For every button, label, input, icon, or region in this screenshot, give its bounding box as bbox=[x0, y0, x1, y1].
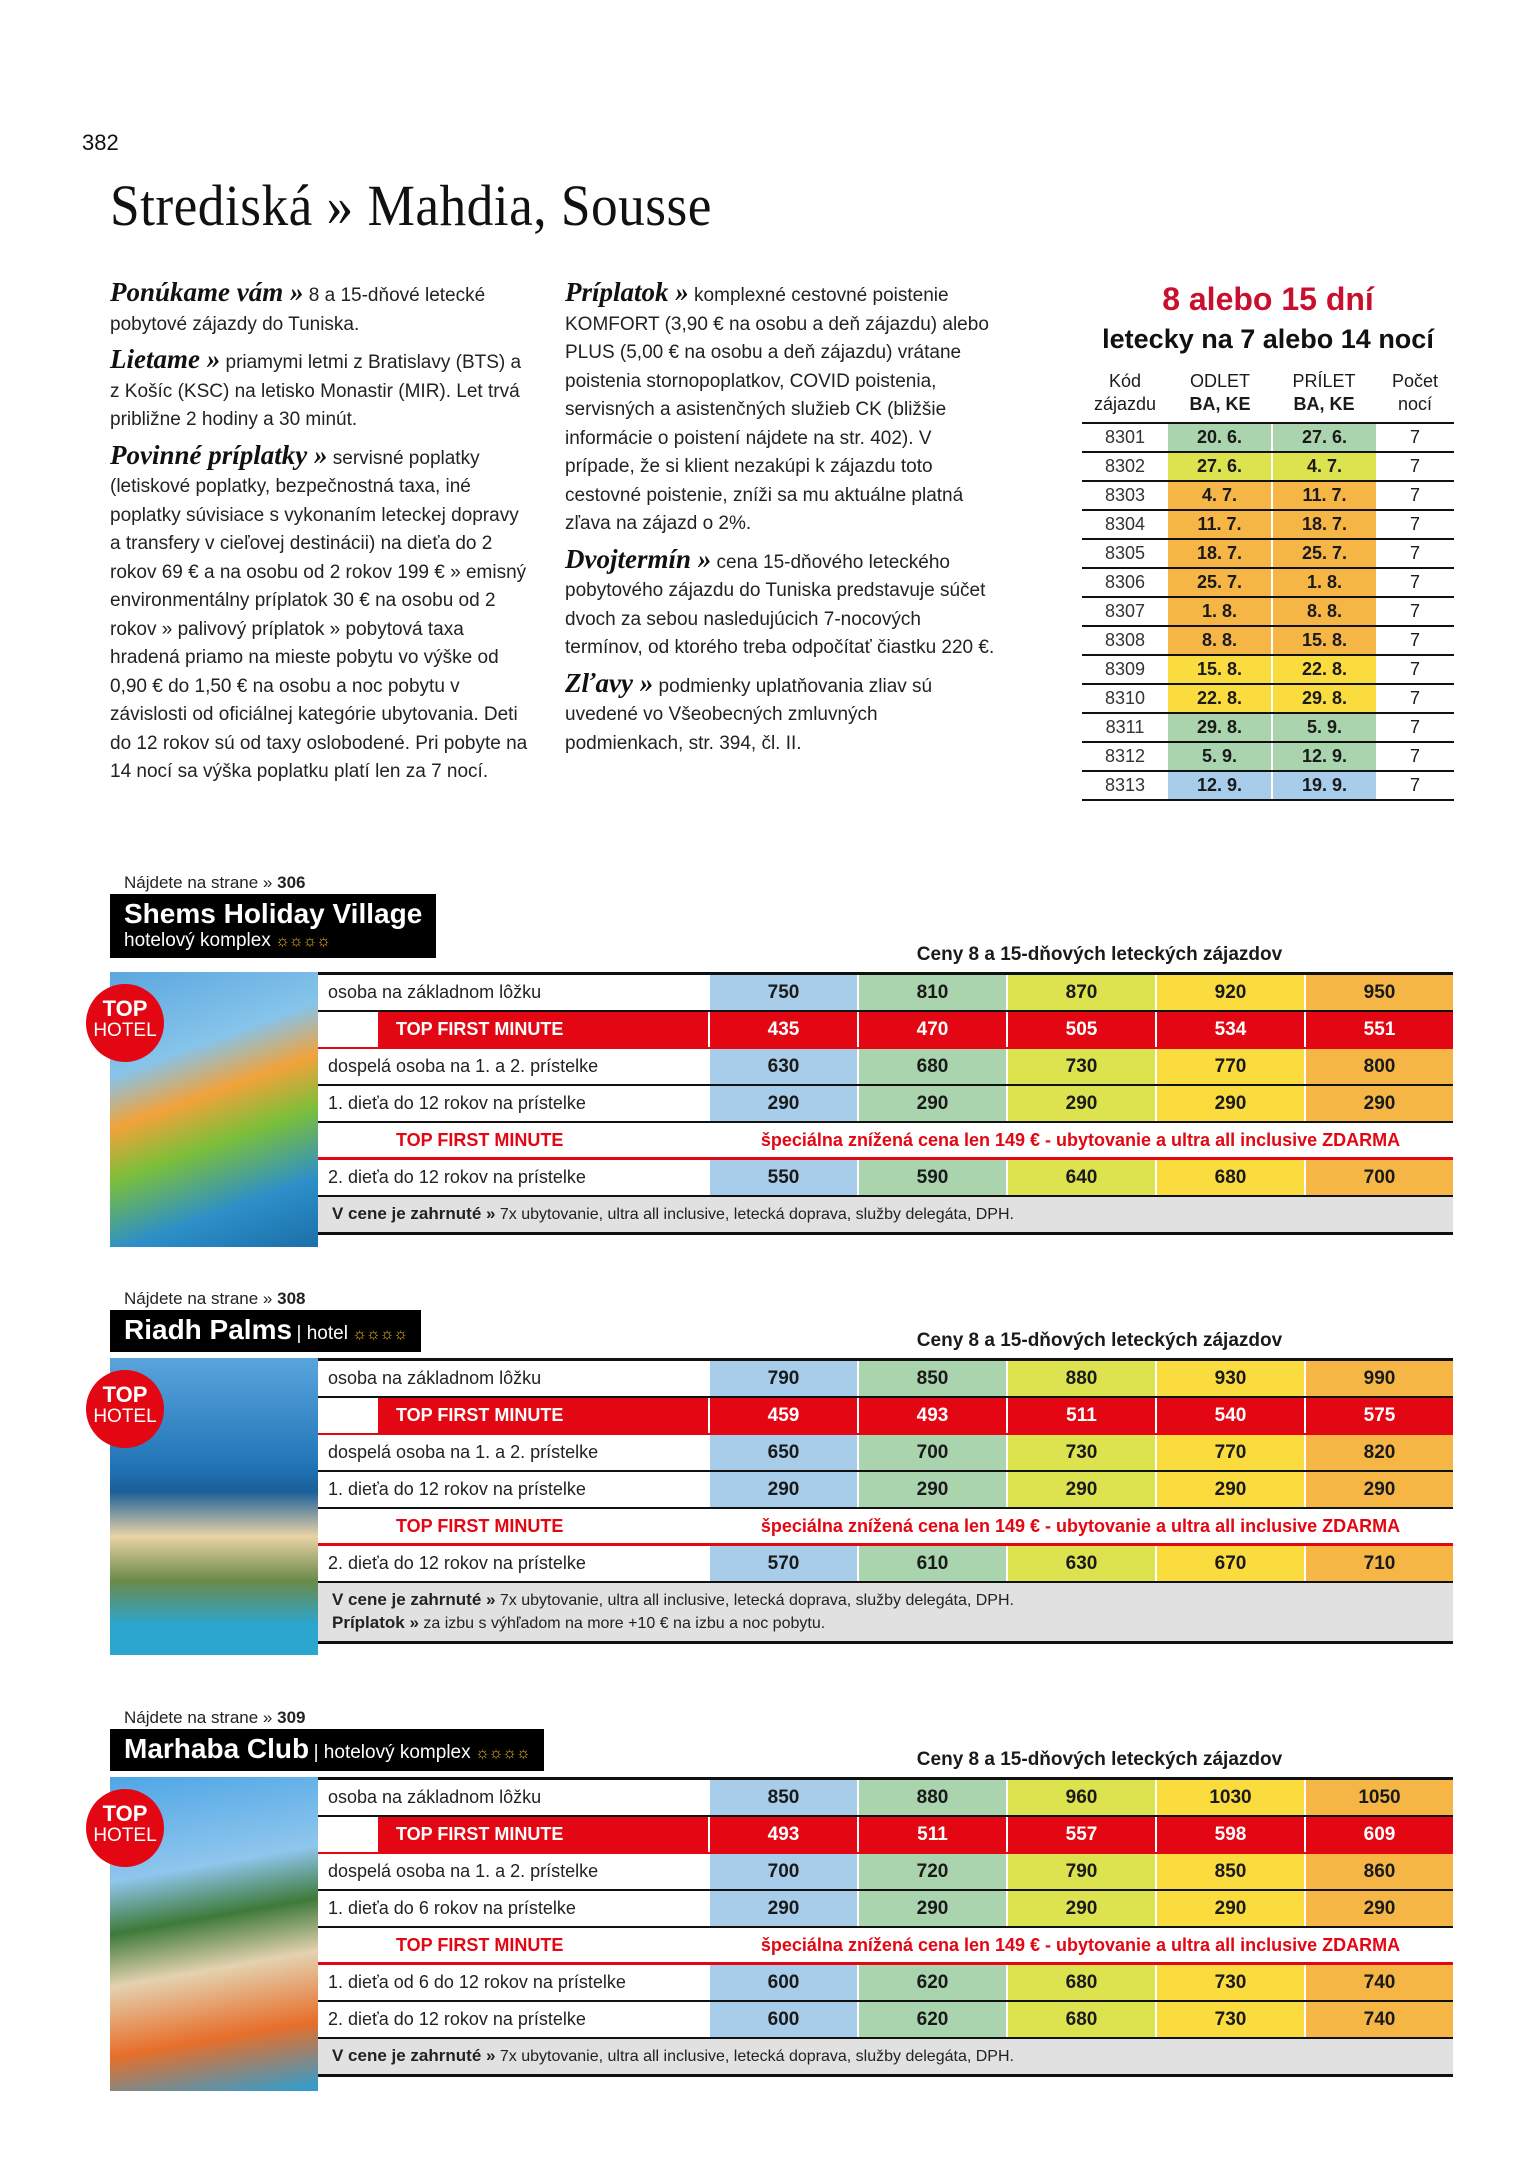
departure-date: 4. 7. bbox=[1168, 481, 1272, 510]
price-cell: 870 bbox=[1006, 975, 1155, 1010]
price-cell: 670 bbox=[1155, 1546, 1304, 1581]
schedule-row bbox=[1082, 626, 1454, 655]
rating-suns-icon: ☼☼☼☼ bbox=[352, 1326, 408, 1343]
trip-code: 8313 bbox=[1082, 771, 1168, 800]
price-cell: 850 bbox=[857, 1361, 1006, 1396]
price-cell: 800 bbox=[1304, 1049, 1453, 1084]
price-cell: 290 bbox=[857, 1891, 1006, 1926]
price-cell: 550 bbox=[708, 1160, 857, 1195]
info-offer: Ponúkame vám » 8 a 15-dňové letecké pobytové zájazdy do Tuniska. bbox=[110, 277, 486, 335]
price-cell: 290 bbox=[708, 1472, 857, 1507]
price-cell: 710 bbox=[1304, 1546, 1453, 1581]
price-cell: 640 bbox=[1006, 1160, 1155, 1195]
price-cell: 930 bbox=[1155, 1361, 1304, 1396]
price-cell: 770 bbox=[1155, 1049, 1304, 1084]
price-cell: 290 bbox=[1304, 1891, 1453, 1926]
special-offer-text: špeciálna znížená cena len 149 € - ubytovanie a ultra all inclusive ZDARMA bbox=[760, 1129, 1401, 1150]
price-cell: 290 bbox=[1155, 1086, 1304, 1121]
price-row: 2. dieťa do 12 rokov na prístelke 550 590 640 680 700 bbox=[318, 1160, 1453, 1197]
schedule-row bbox=[1082, 568, 1454, 597]
hotel-name: Shems Holiday Village bbox=[124, 898, 423, 929]
hotel-type: | hotel bbox=[296, 1323, 348, 1344]
rating-suns-icon: ☼☼☼☼ bbox=[275, 933, 330, 950]
price-cell: 1030 bbox=[1155, 1780, 1304, 1815]
departure-date: 8. 8. bbox=[1168, 626, 1272, 655]
price-cell: 990 bbox=[1304, 1361, 1453, 1396]
price-row-special: TOP FIRST MINUTE špeciálna znížená cena len 149 € - ubytovanie a ultra all inclusive ZDARMA bbox=[318, 1509, 1453, 1546]
departure-date: 12. 9. bbox=[1168, 771, 1272, 800]
nights-count: 7 bbox=[1376, 597, 1454, 626]
schedule-row bbox=[1082, 713, 1454, 742]
price-cell: 720 bbox=[857, 1854, 1006, 1889]
price-cell: 860 bbox=[1304, 1854, 1453, 1889]
price-cell: 290 bbox=[1304, 1472, 1453, 1507]
price-row-special: TOP FIRST MINUTE špeciálna znížená cena len 149 € - ubytovanie a ultra all inclusive ZDARMA bbox=[318, 1123, 1453, 1160]
price-cell: 493 bbox=[857, 1398, 1006, 1433]
arrival-date: 18. 7. bbox=[1272, 510, 1376, 539]
price-cell: 290 bbox=[708, 1891, 857, 1926]
price-cell: 290 bbox=[1155, 1472, 1304, 1507]
departure-date: 15. 8. bbox=[1168, 655, 1272, 684]
price-cell: 290 bbox=[1006, 1086, 1155, 1121]
schedule-subtitle: letecky na 7 alebo 14 nocí bbox=[1102, 324, 1434, 354]
price-cell: 680 bbox=[1006, 2002, 1155, 2037]
price-table-title: Ceny 8 a 15-dňových leteckých zájazdov bbox=[916, 1330, 1283, 1351]
nights-count: 7 bbox=[1376, 481, 1454, 510]
price-cell: 790 bbox=[708, 1361, 857, 1396]
nights-count: 7 bbox=[1376, 510, 1454, 539]
col-code: Kód zájazdu bbox=[1082, 366, 1168, 423]
col-arrival: PRÍLET BA, KE bbox=[1272, 366, 1376, 423]
included-note: V cene je zahrnuté » 7x ubytovanie, ultra all inclusive, letecká doprava, služby delegáta, DPH. bbox=[318, 1197, 1453, 1235]
arrival-date: 1. 8. bbox=[1272, 568, 1376, 597]
price-cell: 770 bbox=[1155, 1435, 1304, 1470]
price-cell: 505 bbox=[1006, 1012, 1155, 1047]
special-offer-text: špeciálna znížená cena len 149 € - ubytovanie a ultra all inclusive ZDARMA bbox=[760, 1934, 1401, 1955]
price-cell: 598 bbox=[1155, 1817, 1304, 1852]
price-cell: 470 bbox=[857, 1012, 1006, 1047]
price-cell: 810 bbox=[857, 975, 1006, 1010]
info-flights: Lietame » priamymi letmi z Bratislavy (BTS) a z Košíc (KSC) na letisko Monastir (MIR). Let trvá približne 2 hodiny a 30 minút. bbox=[110, 344, 522, 430]
schedule-row bbox=[1082, 481, 1454, 510]
nights-count: 7 bbox=[1376, 742, 1454, 771]
arrival-date: 12. 9. bbox=[1272, 742, 1376, 771]
price-cell: 551 bbox=[1304, 1012, 1453, 1047]
price-cell: 493 bbox=[708, 1817, 857, 1852]
nights-count: 7 bbox=[1376, 539, 1454, 568]
departure-date: 27. 6. bbox=[1168, 452, 1272, 481]
price-cell: 511 bbox=[857, 1817, 1006, 1852]
nights-count: 7 bbox=[1376, 771, 1454, 800]
hotel-header bbox=[110, 1729, 544, 1771]
price-row: osoba na základnom lôžku 750 810 870 920 950 bbox=[318, 975, 1453, 1012]
hotel-type: | hotelový komplex bbox=[313, 1742, 471, 1763]
arrival-date: 27. 6. bbox=[1272, 423, 1376, 452]
price-cell: 290 bbox=[1006, 1891, 1155, 1926]
price-cell: 730 bbox=[1155, 1965, 1304, 2000]
price-row: 2. dieťa do 12 rokov na prístelke 570 610 630 670 710 bbox=[318, 1546, 1453, 1583]
price-cell: 880 bbox=[857, 1780, 1006, 1815]
arrival-date: 5. 9. bbox=[1272, 713, 1376, 742]
departure-date: 22. 8. bbox=[1168, 684, 1272, 713]
price-table-title: Ceny 8 a 15-dňových leteckých zájazdov bbox=[916, 1749, 1283, 1770]
departure-date: 20. 6. bbox=[1168, 423, 1272, 452]
trip-code: 8308 bbox=[1082, 626, 1168, 655]
nights-count: 7 bbox=[1376, 684, 1454, 713]
price-cell: 700 bbox=[857, 1435, 1006, 1470]
included-note: V cene je zahrnuté » 7x ubytovanie, ultra all inclusive, letecká doprava, služby delegáta, DPH. Príplatok » za izbu s výhľadom na more +10 € na izbu a noc pobytu. bbox=[318, 1583, 1453, 1644]
schedule-row bbox=[1082, 655, 1454, 684]
arrival-date: 4. 7. bbox=[1272, 452, 1376, 481]
arrival-date: 19. 9. bbox=[1272, 771, 1376, 800]
rating-suns-icon: ☼☼☼☼ bbox=[475, 1745, 530, 1762]
price-cell: 750 bbox=[708, 975, 857, 1010]
price-row: dospelá osoba na 1. a 2. prístelke 650 700 730 770 820 bbox=[318, 1435, 1453, 1472]
price-table-title: Ceny 8 a 15-dňových leteckých zájazdov bbox=[916, 944, 1283, 965]
info-discounts: Zľavy » podmienky uplatňovania zliav sú uvedené vo Všeobecných zmluvných podmienkach, str. 394, čl. II. bbox=[565, 667, 933, 754]
price-cell: 575 bbox=[1304, 1398, 1453, 1433]
hotel-name: Riadh Palms bbox=[124, 1314, 293, 1345]
schedule-row bbox=[1082, 771, 1454, 800]
page-reference[interactable]: Nájdete na strane » 308 bbox=[124, 1289, 306, 1308]
top-hotel-badge-icon: TOP HOTEL bbox=[86, 984, 164, 1062]
hotel-block bbox=[93, 1288, 1453, 1632]
trip-code: 8304 bbox=[1082, 510, 1168, 539]
price-cell: 620 bbox=[857, 2002, 1006, 2037]
price-cell: 600 bbox=[708, 2002, 857, 2037]
special-offer-text: špeciálna znížená cena len 149 € - ubytovanie a ultra all inclusive ZDARMA bbox=[760, 1515, 1401, 1536]
price-cell: 600 bbox=[708, 1965, 857, 2000]
nights-count: 7 bbox=[1376, 655, 1454, 684]
top-hotel-badge-icon: TOP HOTEL bbox=[86, 1789, 164, 1867]
price-table bbox=[318, 1777, 1453, 2077]
nights-count: 7 bbox=[1376, 423, 1454, 452]
info-column-middle bbox=[565, 278, 995, 764]
trip-code: 8303 bbox=[1082, 481, 1168, 510]
price-cell: 920 bbox=[1155, 975, 1304, 1010]
trip-code: 8312 bbox=[1082, 742, 1168, 771]
schedule-panel bbox=[1082, 278, 1454, 801]
price-cell: 290 bbox=[1155, 1891, 1304, 1926]
price-row-first-minute: TOP FIRST MINUTE 459 493 511 540 575 bbox=[318, 1398, 1453, 1435]
departure-date: 1. 8. bbox=[1168, 597, 1272, 626]
hotel-header bbox=[110, 894, 436, 958]
schedule-row bbox=[1082, 510, 1454, 539]
price-cell: 540 bbox=[1155, 1398, 1304, 1433]
arrival-date: 25. 7. bbox=[1272, 539, 1376, 568]
price-cell: 511 bbox=[1006, 1398, 1155, 1433]
page-number: 382 bbox=[82, 130, 119, 155]
col-nights: Počet nocí bbox=[1376, 366, 1454, 423]
trip-code: 8309 bbox=[1082, 655, 1168, 684]
departure-date: 25. 7. bbox=[1168, 568, 1272, 597]
trip-code: 8310 bbox=[1082, 684, 1168, 713]
schedule-table bbox=[1082, 366, 1454, 801]
departure-date: 18. 7. bbox=[1168, 539, 1272, 568]
arrival-date: 29. 8. bbox=[1272, 684, 1376, 713]
price-table bbox=[318, 1358, 1453, 1644]
price-cell: 680 bbox=[1155, 1160, 1304, 1195]
price-row: 1. dieťa od 6 do 12 rokov na prístelke 600 620 680 730 740 bbox=[318, 1965, 1453, 2002]
info-column-left bbox=[110, 278, 530, 793]
trip-code: 8302 bbox=[1082, 452, 1168, 481]
arrival-date: 8. 8. bbox=[1272, 597, 1376, 626]
schedule-row bbox=[1082, 452, 1454, 481]
trip-code: 8306 bbox=[1082, 568, 1168, 597]
price-cell: 570 bbox=[708, 1546, 857, 1581]
price-row: 1. dieťa do 12 rokov na prístelke 290 290 290 290 290 bbox=[318, 1086, 1453, 1123]
top-hotel-badge-icon: TOP HOTEL bbox=[86, 1370, 164, 1448]
price-cell: 290 bbox=[1304, 1086, 1453, 1121]
schedule-row bbox=[1082, 684, 1454, 713]
nights-count: 7 bbox=[1376, 713, 1454, 742]
price-row-first-minute: TOP FIRST MINUTE 435 470 505 534 551 bbox=[318, 1012, 1453, 1049]
price-cell: 590 bbox=[857, 1160, 1006, 1195]
trip-code: 8305 bbox=[1082, 539, 1168, 568]
price-cell: 960 bbox=[1006, 1780, 1155, 1815]
schedule-row bbox=[1082, 539, 1454, 568]
page-reference[interactable]: Nájdete na strane » 309 bbox=[124, 1708, 306, 1727]
price-cell: 290 bbox=[857, 1472, 1006, 1507]
price-cell: 1050 bbox=[1304, 1780, 1453, 1815]
trip-code: 8307 bbox=[1082, 597, 1168, 626]
hotel-type: hotelový komplex bbox=[124, 930, 271, 951]
price-cell: 630 bbox=[1006, 1546, 1155, 1581]
price-cell: 740 bbox=[1304, 2002, 1453, 2037]
price-cell: 820 bbox=[1304, 1435, 1453, 1470]
price-row: 1. dieťa do 6 rokov na prístelke 290 290 290 290 290 bbox=[318, 1891, 1453, 1928]
arrival-date: 11. 7. bbox=[1272, 481, 1376, 510]
price-row-special: TOP FIRST MINUTE špeciálna znížená cena len 149 € - ubytovanie a ultra all inclusive ZDARMA bbox=[318, 1928, 1453, 1965]
price-cell: 730 bbox=[1006, 1435, 1155, 1470]
price-cell: 650 bbox=[708, 1435, 857, 1470]
schedule-row bbox=[1082, 597, 1454, 626]
trip-code: 8311 bbox=[1082, 713, 1168, 742]
price-cell: 730 bbox=[1006, 1049, 1155, 1084]
price-row: osoba na základnom lôžku 790 850 880 930 990 bbox=[318, 1361, 1453, 1398]
price-cell: 850 bbox=[708, 1780, 857, 1815]
price-cell: 790 bbox=[1006, 1854, 1155, 1889]
info-double-term: Dvojtermín » cena 15-dňového leteckého pobytového zájazdu do Tuniska predstavuje súčet dvoch za sebou nasledujúcich 7-nocových termínov, od ktorého treba odpočítať čiastku 220 €. bbox=[565, 543, 995, 658]
price-cell: 700 bbox=[1304, 1160, 1453, 1195]
nights-count: 7 bbox=[1376, 452, 1454, 481]
price-cell: 290 bbox=[1006, 1472, 1155, 1507]
info-mandatory-fees: Povinné príplatky » servisné poplatky (letiskové poplatky, bezpečnostná taxa, iné poplatky súvisiace s vykonaním leteckej dopravy a transfery v cieľovej destinácii) na dieťa do 2 rokov 69 € a na osobu od 2 rokov 199 € » emisný environmentálny príplatok 30 € na osobu od 2 rokov » palivový príplatok » pobytová taxa hradená priamo na mieste pobytu vo výške od 0,90 € do 1,50 € na osobu a noc pobytu v závislosti od oficiálnej kategórie ubytovania. Deti do 12 rokov sú od taxy oslobodené. Pri pobyte na 14 nocí sa výška poplatku platí len za 7 nocí. bbox=[110, 439, 528, 782]
arrival-date: 15. 8. bbox=[1272, 626, 1376, 655]
info-surcharge: Príplatok » komplexné cestovné poistenie KOMFORT (3,90 € na osobu a deň zájazdu) alebo PLUS (5,00 € na osobu a deň zájazdu) vrátane poistenia stornopoplatkov, COVID poistenia, servisných a asistenčných služieb CK (bližšie informácie o poistení nájdete na str. 402). V prípade, že si klient nezakúpi k zájazdu toto cestovné poistenie, zníži sa mu aktuálne platná zľava na zájazd o 2%. bbox=[565, 277, 989, 534]
price-row: dospelá osoba na 1. a 2. prístelke 630 680 730 770 800 bbox=[318, 1049, 1453, 1086]
included-note: V cene je zahrnuté » 7x ubytovanie, ultra all inclusive, letecká doprava, služby delegáta, DPH. bbox=[318, 2039, 1453, 2077]
page-reference[interactable]: Nájdete na strane » 306 bbox=[124, 873, 306, 892]
price-row: 1. dieťa do 12 rokov na prístelke 290 290 290 290 290 bbox=[318, 1472, 1453, 1509]
schedule-row bbox=[1082, 423, 1454, 452]
hotel-name: Marhaba Club bbox=[124, 1733, 310, 1764]
schedule-row bbox=[1082, 742, 1454, 771]
price-row-first-minute: TOP FIRST MINUTE 493 511 557 598 609 bbox=[318, 1817, 1453, 1854]
price-row: dospelá osoba na 1. a 2. prístelke 700 720 790 850 860 bbox=[318, 1854, 1453, 1891]
nights-count: 7 bbox=[1376, 568, 1454, 597]
price-cell: 680 bbox=[857, 1049, 1006, 1084]
departure-date: 29. 8. bbox=[1168, 713, 1272, 742]
price-cell: 620 bbox=[857, 1965, 1006, 2000]
page-title: Strediská » Mahdia, Sousse bbox=[110, 173, 712, 238]
price-cell: 950 bbox=[1304, 975, 1453, 1010]
trip-code: 8301 bbox=[1082, 423, 1168, 452]
hotel-block bbox=[93, 872, 1453, 1223]
departure-date: 5. 9. bbox=[1168, 742, 1272, 771]
price-cell: 459 bbox=[708, 1398, 857, 1433]
price-row: osoba na základnom lôžku 850 880 960 1030 1050 bbox=[318, 1780, 1453, 1817]
price-cell: 290 bbox=[857, 1086, 1006, 1121]
price-cell: 880 bbox=[1006, 1361, 1155, 1396]
price-row: 2. dieťa do 12 rokov na prístelke 600 620 680 730 740 bbox=[318, 2002, 1453, 2039]
arrival-date: 22. 8. bbox=[1272, 655, 1376, 684]
price-cell: 740 bbox=[1304, 1965, 1453, 2000]
schedule-title: 8 alebo 15 dní bbox=[1162, 281, 1374, 317]
price-cell: 609 bbox=[1304, 1817, 1453, 1852]
hotel-header bbox=[110, 1310, 421, 1352]
price-table bbox=[318, 972, 1453, 1235]
price-cell: 435 bbox=[708, 1012, 857, 1047]
price-cell: 850 bbox=[1155, 1854, 1304, 1889]
hotel-block bbox=[93, 1707, 1453, 2065]
departure-date: 11. 7. bbox=[1168, 510, 1272, 539]
price-cell: 630 bbox=[708, 1049, 857, 1084]
price-cell: 680 bbox=[1006, 1965, 1155, 2000]
price-cell: 700 bbox=[708, 1854, 857, 1889]
nights-count: 7 bbox=[1376, 626, 1454, 655]
price-cell: 610 bbox=[857, 1546, 1006, 1581]
price-cell: 290 bbox=[708, 1086, 857, 1121]
col-departure: ODLET BA, KE bbox=[1168, 366, 1272, 423]
price-cell: 534 bbox=[1155, 1012, 1304, 1047]
price-cell: 730 bbox=[1155, 2002, 1304, 2037]
price-cell: 557 bbox=[1006, 1817, 1155, 1852]
